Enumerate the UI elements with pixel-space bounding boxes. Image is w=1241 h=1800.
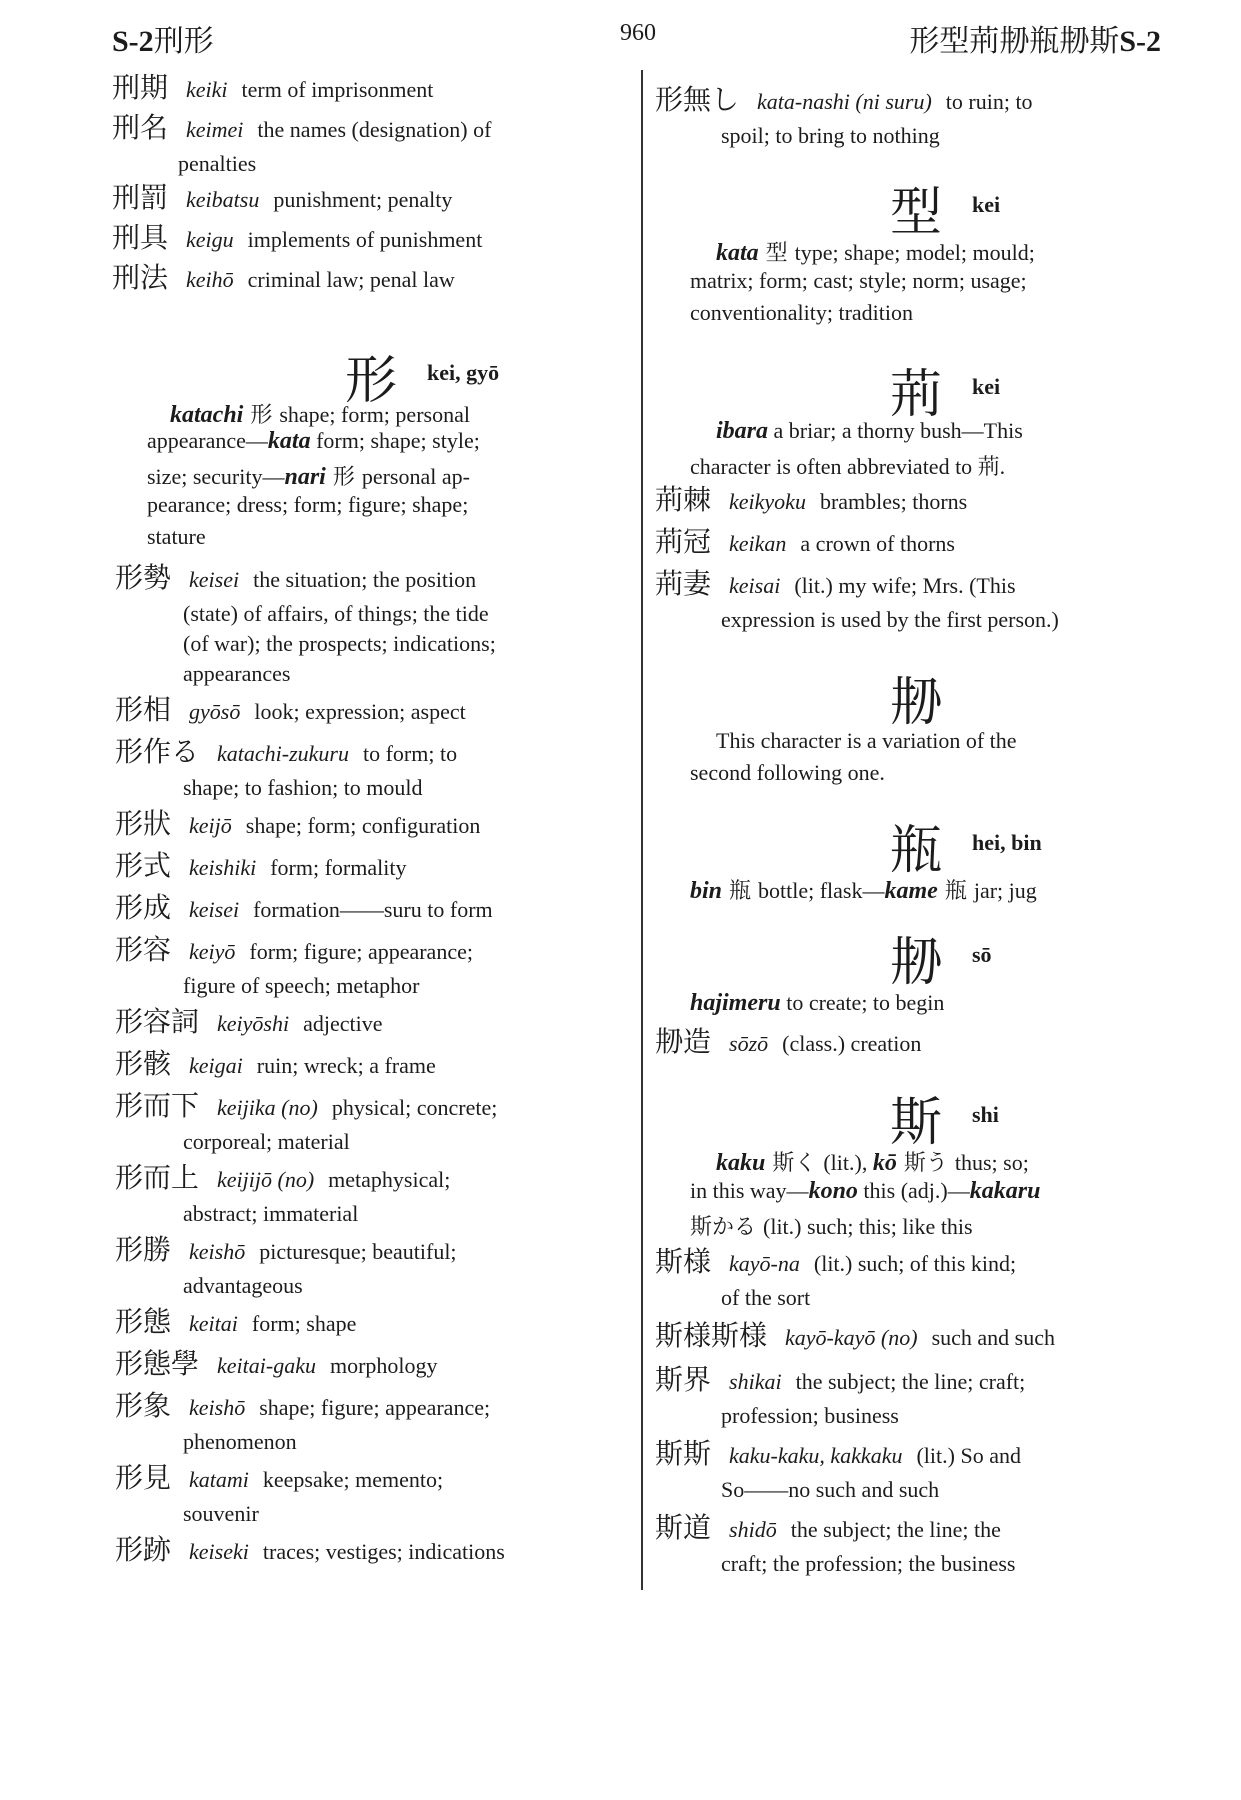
headword-kanji: 荊 [890, 365, 943, 425]
entry-definition: physical; concrete; [331, 1095, 498, 1120]
dict-entry [115, 1006, 635, 1040]
dict-entry [115, 1234, 635, 1268]
entry-kanji: 形見 [115, 1461, 172, 1494]
entry-definition: to form; to [362, 741, 458, 766]
lemma: kakaru [969, 1178, 1041, 1204]
entry-romaji: kata-nashi (ni suru) [757, 89, 932, 114]
dict-entry [115, 736, 635, 770]
definition-line [147, 524, 206, 550]
headword-reading: sō [972, 942, 992, 967]
entry-kanji: 荊棘 [655, 483, 712, 516]
definition-text: personal ap- [361, 464, 470, 489]
entry-kanji: 斯界 [655, 1363, 712, 1396]
entry-definition: the names (designation) of [257, 117, 492, 142]
entry-romaji: keigu [186, 227, 234, 252]
entry-definition: (lit.) So and [916, 1443, 1021, 1468]
entry-romaji: keishiki [189, 855, 257, 880]
entry-romaji: katachi-zukuru [217, 741, 349, 766]
entry-romaji: keiki [186, 77, 228, 102]
entry-romaji: gyōsō [189, 699, 241, 724]
entry-kanji: 形無し [655, 83, 740, 116]
entry-kanji: 形狀 [115, 807, 172, 840]
dict-entry [112, 72, 632, 106]
lemma: kata [267, 428, 311, 454]
definition-line [690, 1210, 973, 1241]
entry-continuation: advantageous [183, 1273, 303, 1298]
definition-line [690, 760, 885, 786]
entry-romaji: keisei [189, 897, 240, 922]
entry-kanji: 斯様 [655, 1245, 712, 1278]
entry-romaji: keimei [186, 117, 244, 142]
entry-continuation: So——no such and such [721, 1477, 940, 1502]
definition-line [147, 460, 470, 491]
lemma: kō [872, 1150, 897, 1176]
dict-entry [655, 1438, 1175, 1472]
dict-entry [655, 484, 1175, 518]
definition-text: to create; to begin [780, 990, 945, 1015]
entry-definition: traces; vestiges; indications [262, 1539, 505, 1564]
lemma: kono [808, 1178, 858, 1204]
definition-text: in this way— [690, 1178, 809, 1203]
entry-kanji: 形態 [115, 1305, 172, 1338]
column-divider [641, 70, 643, 1590]
entry-romaji: keiyōshi [217, 1011, 290, 1036]
entry-definition: adjective [303, 1011, 383, 1036]
entry-romaji: keikan [729, 531, 787, 556]
headword-reading: kei, gyō [427, 360, 500, 385]
dict-entry [115, 694, 635, 728]
entry-definition: keepsake; memento; [262, 1467, 444, 1492]
headword-kanji: 瓶 [890, 821, 943, 881]
headword-kanji: 形 [345, 351, 398, 411]
entry-kanji: 形骸 [115, 1047, 172, 1080]
entry-definition: the subject; the line; craft; [795, 1369, 1026, 1394]
header-right-kanji: 形型荊刱瓶刱斯 [909, 24, 1120, 59]
entry-kanji: 刱造 [655, 1025, 712, 1058]
entry-definition: to ruin; to [945, 89, 1033, 114]
entry-romaji: keiseki [189, 1539, 249, 1564]
entry-kanji: 斯道 [655, 1511, 712, 1544]
lemma-kanji: 形 [243, 403, 280, 428]
entry-romaji: shidō [729, 1517, 777, 1542]
entry-kanji: 形態學 [115, 1347, 200, 1380]
definition-text: (lit.) such; this; like this [763, 1214, 973, 1239]
definition-line [690, 990, 944, 1017]
headword-reading: kei [972, 374, 1001, 399]
entry-romaji: kayō-na [729, 1251, 800, 1276]
entry-definition: brambles; thorns [819, 489, 968, 514]
dict-entry [115, 1162, 635, 1196]
definition-text: appearance— [147, 428, 268, 453]
lemma: kata [716, 240, 759, 266]
entry-continuation: spoil; to bring to nothing [721, 123, 940, 148]
entry-continuation: of the sort [721, 1285, 811, 1310]
dict-entry [112, 182, 632, 216]
entry-romaji: keijika (no) [217, 1095, 318, 1120]
dict-entry [112, 112, 632, 146]
entry-kanji: 形相 [115, 693, 172, 726]
lemma: bin [690, 878, 723, 904]
lemma: ibara [716, 418, 769, 444]
entry-definition: morphology [329, 1353, 438, 1378]
entry-definition: look; expression; aspect [254, 699, 466, 724]
entry-definition: punishment; penalty [273, 187, 453, 212]
entry-continuation: expression is used by the first person.) [721, 607, 1059, 632]
dict-entry [655, 1512, 1175, 1546]
lemma-kanji: 型 [758, 241, 795, 266]
entry-definition: such and such [931, 1325, 1055, 1350]
entry-kanji: 形勝 [115, 1233, 172, 1266]
page-number: 960 [620, 20, 656, 46]
dict-entry [115, 562, 635, 596]
entry-definition: term of imprisonment [241, 77, 434, 102]
entry-kanji: 形而下 [115, 1089, 200, 1122]
entry-continuation: (of war); the prospects; indications; [183, 631, 496, 656]
entry-romaji: keikyoku [729, 489, 806, 514]
definition-line [716, 1146, 1029, 1177]
entry-romaji: kaku-kaku, kakkaku [729, 1443, 903, 1468]
entry-continuation: appearances [183, 661, 291, 686]
definition-line [716, 728, 1017, 754]
entry-kanji: 形式 [115, 849, 172, 882]
entry-kanji: 刑罰 [112, 181, 169, 214]
definition-line [690, 300, 913, 326]
lemma: kame [884, 878, 938, 904]
definition-text: thus; so; [954, 1150, 1029, 1175]
lemma: hajimeru [690, 990, 781, 1016]
dict-entry [115, 1390, 635, 1424]
definition-text: type; shape; model; mould; [794, 240, 1035, 265]
dict-entry [115, 1306, 635, 1340]
entry-kanji: 形成 [115, 891, 172, 924]
entry-continuation: corporeal; material [183, 1129, 350, 1154]
entry-kanji: 荊妻 [655, 567, 712, 600]
entry-definition: form; figure; appearance; [249, 939, 473, 964]
entry-definition: the situation; the position [253, 567, 477, 592]
definition-text: matrix; form; cast; style; norm; usage; [690, 268, 1027, 293]
entry-continuation: abstract; immaterial [183, 1201, 359, 1226]
dict-entry [655, 568, 1175, 602]
dict-entry [115, 934, 635, 968]
entry-romaji: kayō-kayō (no) [785, 1325, 918, 1350]
entry-kanji: 荊冠 [655, 525, 712, 558]
headword-kanji: 斯 [890, 1093, 943, 1153]
entry-romaji: sōzō [729, 1031, 769, 1056]
headword-reading: kei [972, 192, 1001, 217]
entry-kanji: 刑期 [112, 71, 169, 104]
definition-line [690, 1178, 1040, 1205]
header-right [909, 16, 1161, 60]
entry-romaji: keigai [189, 1053, 243, 1078]
header-left-kanji: 刑形 [153, 24, 214, 59]
entry-kanji: 形而上 [115, 1161, 200, 1194]
dict-entry [655, 1320, 1175, 1354]
entry-continuation: penalties [178, 151, 257, 176]
entry-romaji: keijō [189, 813, 232, 838]
definition-line [690, 874, 1037, 905]
definition-line [716, 418, 1023, 445]
dict-entry [112, 262, 632, 296]
entry-continuation: figure of speech; metaphor [183, 973, 420, 998]
lemma-kanji: 瓶 [722, 879, 759, 904]
definition-line [690, 268, 1027, 294]
definition-line [147, 428, 480, 455]
definition-text: stature [147, 524, 206, 549]
entry-romaji: keishō [189, 1395, 246, 1420]
dict-entry [115, 1090, 635, 1124]
dict-entry [115, 1462, 635, 1496]
entry-definition: ruin; wreck; a frame [256, 1053, 436, 1078]
entry-romaji: katami [189, 1467, 249, 1492]
entry-definition: shape; figure; appearance; [259, 1395, 491, 1420]
definition-text: second following one. [690, 760, 885, 785]
entry-definition: formation——suru to form [253, 897, 493, 922]
dict-entry [655, 526, 1175, 560]
header-left-code: S-2 [112, 25, 154, 58]
entry-definition: implements of punishment [247, 227, 483, 252]
definition-text: a briar; a thorny bush—This [768, 418, 1023, 443]
dict-entry [115, 808, 635, 842]
headword-kanji: 型 [890, 183, 943, 243]
entry-continuation: souvenir [183, 1501, 259, 1526]
entry-romaji: keihō [186, 267, 234, 292]
entry-kanji: 刑法 [112, 261, 169, 294]
entry-romaji: keisai [729, 573, 781, 598]
entry-definition: the subject; the line; the [790, 1517, 1001, 1542]
entry-kanji: 形勢 [115, 561, 172, 594]
definition-text: form; shape; style; [310, 428, 480, 453]
entry-definition: (class.) creation [782, 1031, 922, 1056]
lemma: nari [284, 464, 326, 490]
headword-reading: shi [972, 1102, 999, 1127]
entry-kanji: 斯斯 [655, 1437, 712, 1470]
lemma: katachi [170, 402, 244, 428]
entry-kanji: 形容詞 [115, 1005, 200, 1038]
dict-entry [112, 222, 632, 256]
entry-definition: form; formality [270, 855, 407, 880]
headword-kanji: 刱 [890, 673, 943, 733]
dict-entry [655, 1364, 1175, 1398]
entry-definition: picturesque; beautiful; [259, 1239, 457, 1264]
definition-text: size; security— [147, 464, 285, 489]
entry-romaji: keiyō [189, 939, 236, 964]
entry-continuation: craft; the profession; the business [721, 1551, 1016, 1576]
definition-text: jar; jug [973, 878, 1037, 903]
definition-text: conventionality; tradition [690, 300, 914, 325]
lemma-kanji: 斯く [765, 1151, 824, 1176]
entry-definition: form; shape [251, 1311, 357, 1336]
entry-kanji: 形容 [115, 933, 172, 966]
entry-definition: a crown of thorns [800, 531, 955, 556]
entry-kanji: 形跡 [115, 1533, 172, 1566]
dict-entry [655, 1026, 1175, 1060]
header-left [112, 16, 214, 60]
lemma-kanji: 斯かる [690, 1215, 763, 1240]
definition-text: character is often abbreviated to 荊. [690, 454, 1006, 479]
definition-line [716, 236, 1035, 267]
entry-kanji: 刑名 [112, 111, 169, 144]
entry-kanji: 形作る [115, 735, 200, 768]
entry-romaji: keitai [189, 1311, 238, 1336]
dict-entry [115, 1534, 635, 1568]
entry-kanji: 斯様斯様 [655, 1319, 768, 1352]
dict-entry [115, 850, 635, 884]
headword-reading: hei, bin [972, 830, 1042, 855]
entry-romaji: keishō [189, 1239, 246, 1264]
definition-text: this (adj.)— [857, 1178, 970, 1203]
entry-definition: (lit.) such; of this kind; [813, 1251, 1017, 1276]
definition-text: bottle; flask— [758, 878, 885, 903]
dict-entry [115, 1348, 635, 1382]
header-right-code: S-2 [1119, 25, 1161, 58]
entry-romaji: keibatsu [186, 187, 260, 212]
dict-entry [115, 892, 635, 926]
entry-continuation: phenomenon [183, 1429, 297, 1454]
entry-definition: metaphysical; [328, 1167, 451, 1192]
entry-romaji: keisei [189, 567, 240, 592]
entry-continuation: profession; business [721, 1403, 899, 1428]
definition-line [170, 398, 470, 429]
lemma-kanji: 形 [325, 465, 362, 490]
definition-text: (lit.), [823, 1150, 873, 1175]
entry-kanji: 形象 [115, 1389, 172, 1422]
definition-line [147, 492, 468, 518]
definition-text: This character is a variation of the [716, 728, 1017, 753]
entry-definition: shape; form; configuration [245, 813, 481, 838]
entry-definition: criminal law; penal law [247, 267, 455, 292]
entry-definition: (lit.) my wife; Mrs. (This [794, 573, 1016, 598]
dict-entry [655, 1246, 1175, 1280]
entry-romaji: shikai [729, 1369, 782, 1394]
entry-continuation: (state) of affairs, of things; the tide [183, 601, 489, 626]
entry-kanji: 刑具 [112, 221, 169, 254]
definition-text: shape; form; personal [279, 402, 470, 427]
lemma: kaku [716, 1150, 766, 1176]
definition-text: pearance; dress; form; figure; shape; [147, 492, 469, 517]
lemma-kanji: 斯う [896, 1151, 955, 1176]
entry-continuation: shape; to fashion; to mould [183, 775, 423, 800]
definition-line [690, 450, 1005, 481]
entry-romaji: keijijō (no) [217, 1167, 315, 1192]
entry-romaji: keitai-gaku [217, 1353, 316, 1378]
headword-kanji: 刱 [890, 933, 943, 993]
dict-entry [115, 1048, 635, 1082]
lemma-kanji: 瓶 [937, 879, 974, 904]
dict-entry [655, 84, 1175, 118]
